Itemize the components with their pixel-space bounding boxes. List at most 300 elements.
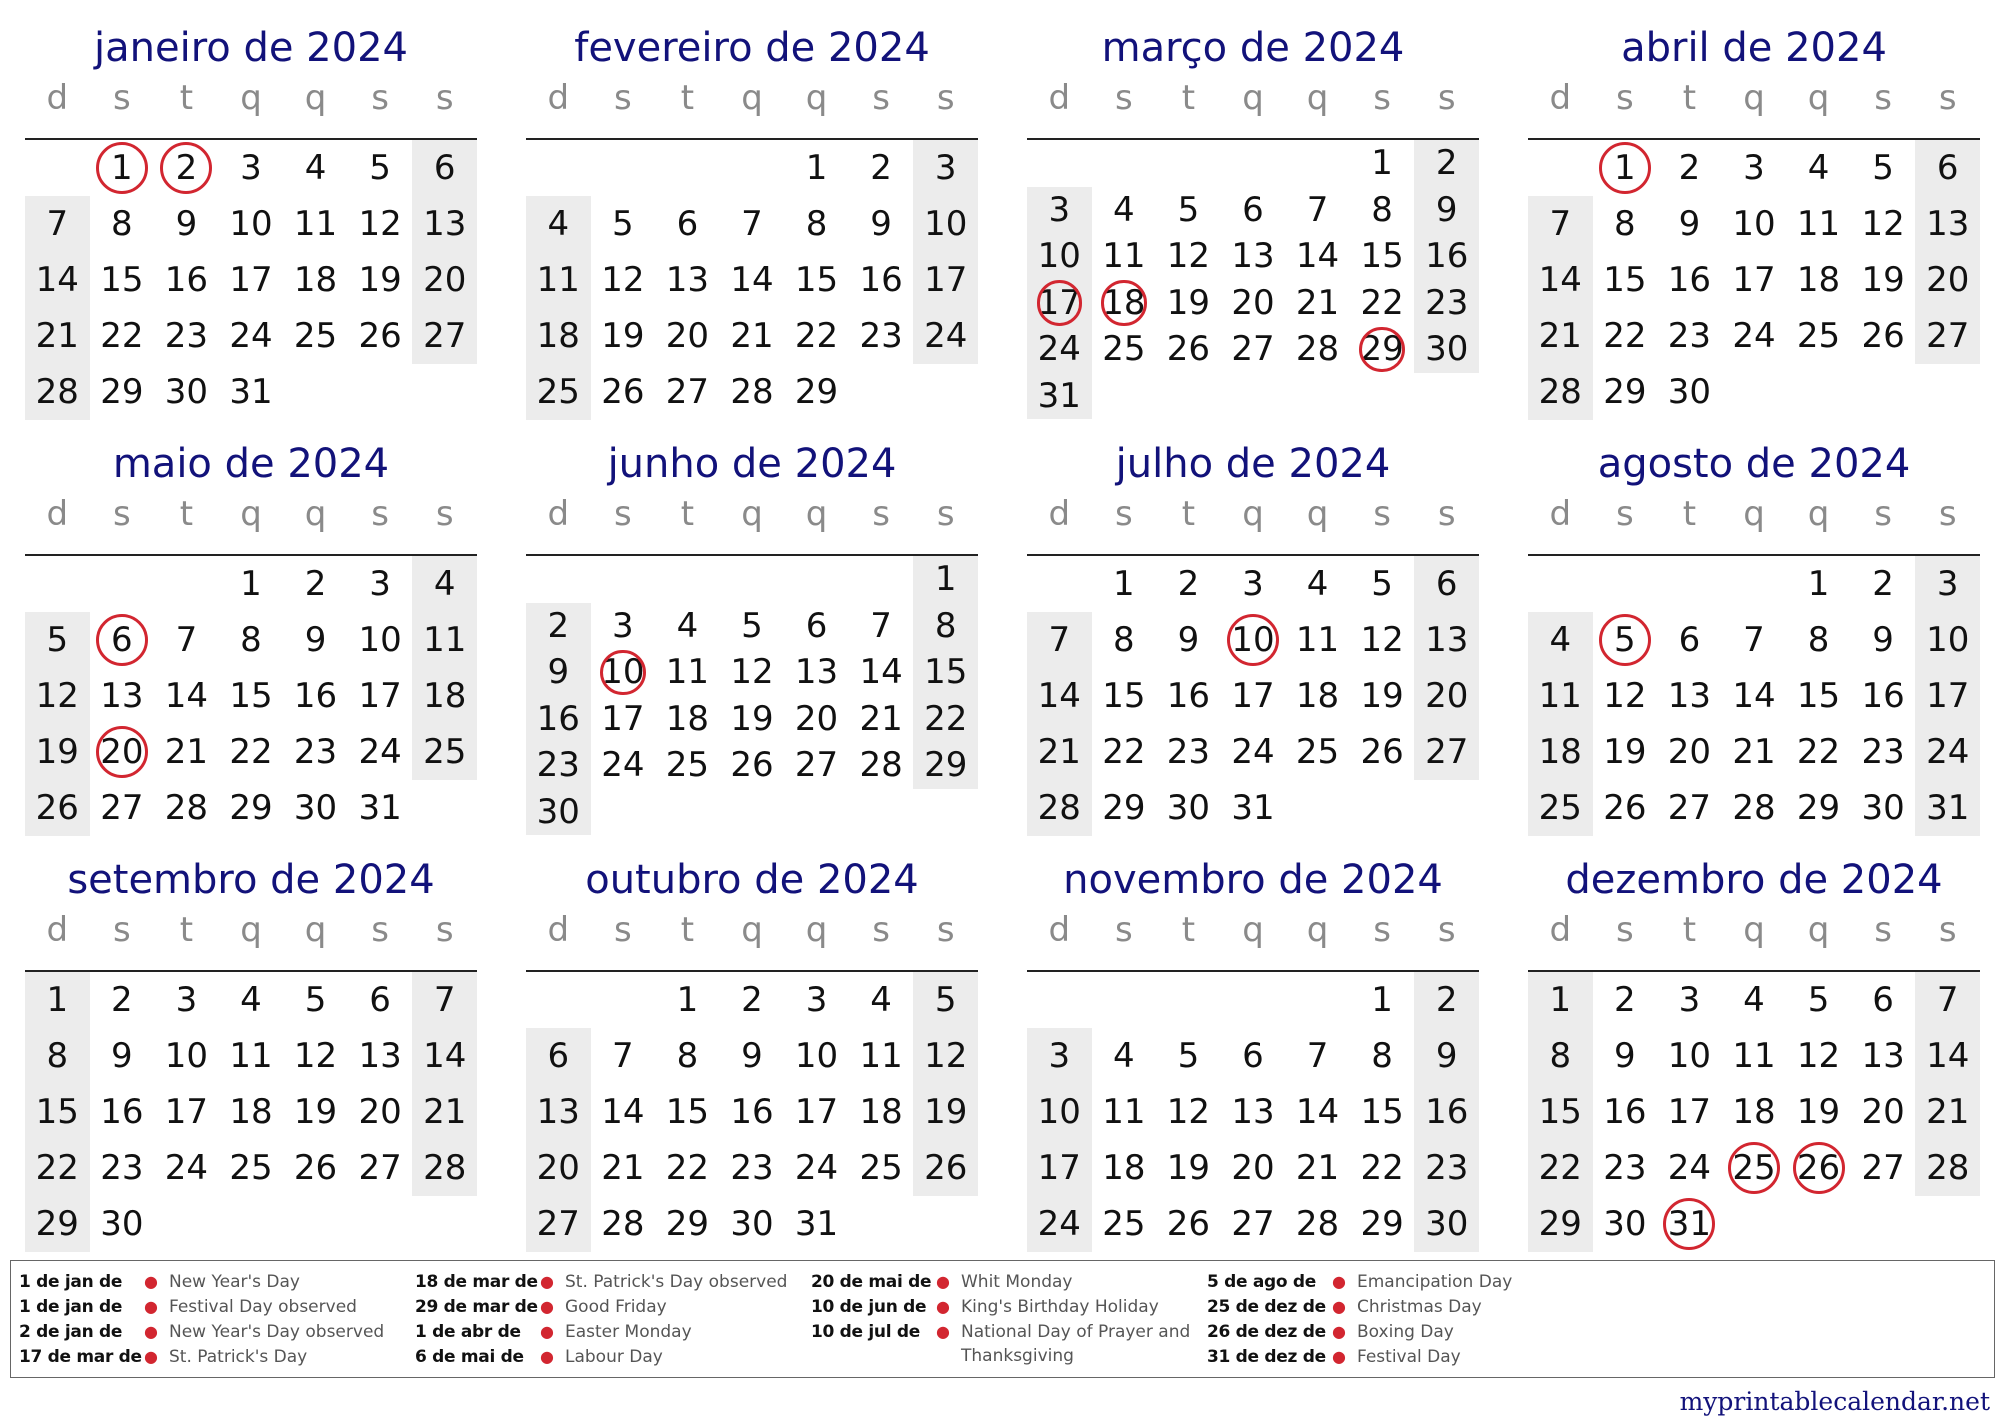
day-cell[interactable]: 2 (1614, 980, 1636, 1020)
day-cell[interactable]: 18 (229, 1092, 273, 1132)
day-cell[interactable]: 28 (1732, 788, 1776, 828)
day-cell[interactable]: 16 (859, 260, 903, 300)
day-cell[interactable]: 20 (1231, 1148, 1275, 1188)
day-cell[interactable]: 25 (1796, 316, 1841, 356)
day-cell[interactable]: 13 (1425, 620, 1469, 660)
day-cell[interactable]: 1 (1807, 564, 1830, 604)
day-cell[interactable]: 26 (601, 372, 645, 412)
day-cell[interactable]: 10 (601, 652, 645, 692)
day-cell[interactable]: 9 (111, 1036, 133, 1076)
day-cell[interactable]: 3 (1242, 564, 1264, 604)
day-cell[interactable]: 27 (1231, 1204, 1275, 1244)
day-cell[interactable]: 1 (1549, 980, 1572, 1020)
day-cell[interactable]: 19 (730, 698, 774, 739)
day-cell[interactable]: 3 (1048, 189, 1071, 230)
day-cell[interactable]: 7 (1306, 1036, 1329, 1076)
day-cell[interactable]: 22 (665, 1148, 710, 1188)
day-cell[interactable]: 6 (805, 605, 828, 646)
day-cell[interactable]: 8 (1807, 620, 1830, 660)
day-cell[interactable]: 23 (164, 316, 209, 356)
day-cell[interactable]: 22 (1603, 316, 1647, 356)
day-cell[interactable]: 26 (924, 1148, 968, 1188)
day-cell[interactable]: 10 (1037, 236, 1081, 276)
day-cell[interactable]: 10 (164, 1036, 209, 1076)
day-cell[interactable]: 22 (100, 316, 144, 356)
day-cell[interactable]: 3 (1048, 1036, 1071, 1076)
day-cell[interactable]: 2 (1177, 564, 1200, 604)
day-cell[interactable]: 17 (1037, 282, 1081, 323)
day-cell[interactable]: 9 (175, 204, 198, 244)
day-cell[interactable]: 28 (164, 788, 209, 828)
day-cell[interactable]: 7 (433, 980, 456, 1020)
day-cell[interactable]: 1 (111, 148, 133, 188)
day-cell[interactable]: 29 (794, 372, 839, 412)
day-cell[interactable]: 16 (1166, 676, 1211, 716)
day-cell[interactable]: 12 (730, 652, 774, 692)
day-cell[interactable]: 25 (1295, 732, 1340, 772)
day-cell[interactable]: 15 (1603, 260, 1647, 300)
day-cell[interactable]: 5 (46, 620, 69, 660)
day-cell[interactable]: 17 (358, 676, 402, 716)
day-cell[interactable]: 6 (111, 620, 133, 660)
day-cell[interactable]: 12 (1166, 236, 1211, 276)
day-cell[interactable]: 23 (293, 732, 338, 772)
day-cell[interactable]: 7 (1743, 620, 1765, 660)
day-cell[interactable]: 6 (547, 1036, 570, 1076)
day-cell[interactable]: 3 (1743, 148, 1765, 188)
day-cell[interactable]: 17 (924, 260, 968, 300)
day-cell[interactable]: 6 (369, 980, 391, 1020)
day-cell[interactable]: 4 (1113, 189, 1135, 230)
day-cell[interactable]: 3 (805, 980, 828, 1020)
day-cell[interactable]: 9 (1678, 204, 1701, 244)
day-cell[interactable]: 2 (1872, 564, 1894, 604)
day-cell[interactable]: 19 (924, 1092, 968, 1132)
day-cell[interactable]: 21 (1037, 732, 1081, 772)
day-cell[interactable]: 16 (536, 698, 580, 739)
day-cell[interactable]: 18 (1538, 732, 1582, 772)
day-cell[interactable]: 8 (805, 204, 828, 244)
day-cell[interactable]: 5 (1872, 148, 1894, 188)
day-cell[interactable]: 1 (934, 559, 957, 599)
day-cell[interactable]: 27 (665, 372, 710, 412)
day-cell[interactable]: 20 (423, 260, 467, 300)
day-cell[interactable]: 18 (1102, 1148, 1146, 1188)
day-cell[interactable]: 17 (1231, 676, 1275, 716)
day-cell[interactable]: 26 (35, 788, 79, 828)
day-cell[interactable]: 16 (1667, 260, 1712, 300)
day-cell[interactable]: 13 (1231, 1092, 1275, 1132)
day-cell[interactable]: 30 (1425, 1204, 1469, 1244)
day-cell[interactable]: 14 (1295, 236, 1340, 276)
day-cell[interactable]: 10 (1732, 204, 1776, 244)
day-cell[interactable]: 25 (229, 1148, 273, 1188)
day-cell[interactable]: 20 (794, 698, 839, 739)
day-cell[interactable]: 17 (794, 1092, 839, 1132)
day-cell[interactable]: 19 (35, 732, 79, 772)
day-cell[interactable]: 15 (35, 1092, 79, 1132)
day-cell[interactable]: 9 (304, 620, 327, 660)
day-cell[interactable]: 22 (1796, 732, 1841, 772)
day-cell[interactable]: 16 (100, 1092, 144, 1132)
day-cell[interactable]: 13 (1861, 1036, 1905, 1076)
day-cell[interactable]: 3 (369, 564, 391, 604)
day-cell[interactable]: 13 (1667, 676, 1712, 716)
day-cell[interactable]: 31 (1231, 788, 1275, 828)
day-cell[interactable]: 1 (1371, 143, 1393, 183)
day-cell[interactable]: 8 (240, 620, 262, 660)
day-cell[interactable]: 19 (1603, 732, 1647, 772)
day-cell[interactable]: 16 (164, 260, 209, 300)
day-cell[interactable]: 8 (1549, 1036, 1572, 1076)
day-cell[interactable]: 15 (1102, 676, 1146, 716)
day-cell[interactable]: 12 (1360, 620, 1404, 660)
day-cell[interactable]: 29 (1538, 1204, 1582, 1244)
day-cell[interactable]: 29 (1360, 1204, 1404, 1244)
day-cell[interactable]: 7 (1306, 189, 1329, 230)
day-cell[interactable]: 5 (1177, 1036, 1200, 1076)
day-cell[interactable]: 29 (665, 1204, 710, 1244)
day-cell[interactable]: 26 (1360, 732, 1404, 772)
day-cell[interactable]: 20 (358, 1092, 402, 1132)
day-cell[interactable]: 15 (1796, 676, 1841, 716)
day-cell[interactable]: 14 (859, 652, 903, 692)
day-cell[interactable]: 3 (934, 148, 957, 188)
day-cell[interactable]: 22 (794, 316, 839, 356)
day-cell[interactable]: 14 (1732, 676, 1776, 716)
day-cell[interactable]: 9 (1435, 189, 1458, 230)
day-cell[interactable]: 11 (1732, 1036, 1776, 1076)
day-cell[interactable]: 5 (1371, 564, 1393, 604)
day-cell[interactable]: 31 (1667, 1204, 1712, 1244)
day-cell[interactable]: 2 (1678, 148, 1701, 188)
day-cell[interactable]: 28 (35, 372, 79, 412)
day-cell[interactable]: 6 (1678, 620, 1701, 660)
day-cell[interactable]: 25 (1102, 329, 1146, 369)
day-cell[interactable]: 13 (665, 260, 710, 300)
day-cell[interactable]: 18 (1732, 1092, 1776, 1132)
day-cell[interactable]: 29 (229, 788, 273, 828)
day-cell[interactable]: 12 (1603, 676, 1647, 716)
day-cell[interactable]: 18 (293, 260, 338, 300)
day-cell[interactable]: 28 (1037, 788, 1081, 828)
day-cell[interactable]: 26 (1861, 316, 1905, 356)
day-cell[interactable]: 27 (536, 1204, 580, 1244)
day-cell[interactable]: 10 (1667, 1036, 1712, 1076)
day-cell[interactable]: 17 (1926, 676, 1970, 716)
day-cell[interactable]: 21 (730, 316, 774, 356)
day-cell[interactable]: 19 (1166, 282, 1211, 323)
day-cell[interactable]: 16 (730, 1092, 774, 1132)
day-cell[interactable]: 16 (1425, 1092, 1469, 1132)
day-cell[interactable]: 29 (100, 372, 144, 412)
day-cell[interactable]: 12 (35, 676, 79, 716)
day-cell[interactable]: 7 (46, 204, 69, 244)
day-cell[interactable]: 18 (665, 698, 710, 739)
day-cell[interactable]: 21 (1732, 732, 1776, 772)
day-cell[interactable]: 23 (1166, 732, 1211, 772)
day-cell[interactable]: 8 (1614, 204, 1636, 244)
day-cell[interactable]: 1 (676, 980, 699, 1020)
day-cell[interactable]: 22 (924, 698, 968, 739)
day-cell[interactable]: 7 (1048, 620, 1071, 660)
day-cell[interactable]: 14 (1538, 260, 1582, 300)
day-cell[interactable]: 10 (1231, 620, 1275, 660)
day-cell[interactable]: 19 (358, 260, 402, 300)
day-cell[interactable]: 19 (293, 1092, 338, 1132)
day-cell[interactable]: 25 (293, 316, 338, 356)
day-cell[interactable]: 11 (1102, 1092, 1146, 1132)
day-cell[interactable]: 8 (676, 1036, 699, 1076)
day-cell[interactable]: 14 (1926, 1036, 1970, 1076)
day-cell[interactable]: 10 (1926, 620, 1970, 660)
day-cell[interactable]: 29 (1603, 372, 1647, 412)
day-cell[interactable]: 24 (358, 732, 402, 772)
day-cell[interactable]: 15 (1360, 1092, 1404, 1132)
day-cell[interactable]: 11 (859, 1036, 903, 1076)
day-cell[interactable]: 24 (229, 316, 273, 356)
day-cell[interactable]: 9 (870, 204, 892, 244)
day-cell[interactable]: 16 (1603, 1092, 1647, 1132)
day-cell[interactable]: 7 (1936, 980, 1959, 1020)
day-cell[interactable]: 27 (423, 316, 467, 356)
day-cell[interactable]: 1 (46, 980, 69, 1020)
day-cell[interactable]: 4 (1807, 148, 1830, 188)
day-cell[interactable]: 4 (870, 980, 892, 1020)
day-cell[interactable]: 14 (164, 676, 209, 716)
day-cell[interactable]: 14 (1037, 676, 1081, 716)
day-cell[interactable]: 14 (423, 1036, 467, 1076)
day-cell[interactable]: 5 (369, 148, 391, 188)
day-cell[interactable]: 6 (1936, 148, 1959, 188)
day-cell[interactable]: 15 (229, 676, 273, 716)
day-cell[interactable]: 7 (175, 620, 198, 660)
day-cell[interactable]: 28 (1295, 1204, 1340, 1244)
day-cell[interactable]: 23 (859, 316, 903, 356)
day-cell[interactable]: 13 (423, 204, 467, 244)
day-cell[interactable]: 28 (1538, 372, 1582, 412)
day-cell[interactable]: 12 (601, 260, 645, 300)
day-cell[interactable]: 6 (1435, 564, 1458, 604)
day-cell[interactable]: 18 (1796, 260, 1841, 300)
day-cell[interactable]: 2 (547, 605, 570, 646)
day-cell[interactable]: 9 (1872, 620, 1894, 660)
day-cell[interactable]: 17 (1037, 1148, 1081, 1188)
day-cell[interactable]: 1 (1371, 980, 1393, 1020)
day-cell[interactable]: 26 (1603, 788, 1647, 828)
day-cell[interactable]: 20 (536, 1148, 580, 1188)
day-cell[interactable]: 6 (1242, 189, 1264, 230)
day-cell[interactable]: 31 (1926, 788, 1970, 828)
day-cell[interactable]: 2 (175, 148, 198, 188)
day-cell[interactable]: 21 (35, 316, 79, 356)
day-cell[interactable]: 26 (730, 745, 774, 785)
day-cell[interactable]: 13 (794, 652, 839, 692)
day-cell[interactable]: 6 (1872, 980, 1894, 1020)
day-cell[interactable]: 4 (1306, 564, 1329, 604)
day-cell[interactable]: 27 (100, 788, 144, 828)
day-cell[interactable]: 23 (1425, 1148, 1469, 1188)
day-cell[interactable]: 29 (924, 745, 968, 785)
day-cell[interactable]: 27 (1231, 329, 1275, 369)
day-cell[interactable]: 21 (601, 1148, 645, 1188)
day-cell[interactable]: 3 (240, 148, 262, 188)
day-cell[interactable]: 30 (1603, 1204, 1647, 1244)
day-cell[interactable]: 23 (1667, 316, 1712, 356)
day-cell[interactable]: 21 (423, 1092, 467, 1132)
day-cell[interactable]: 29 (1102, 788, 1146, 828)
day-cell[interactable]: 24 (1667, 1148, 1712, 1188)
day-cell[interactable]: 2 (1435, 980, 1458, 1020)
day-cell[interactable]: 24 (1926, 732, 1970, 772)
day-cell[interactable]: 24 (924, 316, 968, 356)
day-cell[interactable]: 25 (665, 745, 710, 785)
day-cell[interactable]: 13 (358, 1036, 402, 1076)
day-cell[interactable]: 10 (358, 620, 402, 660)
day-cell[interactable]: 2 (870, 148, 892, 188)
day-cell[interactable]: 22 (1360, 1148, 1404, 1188)
day-cell[interactable]: 2 (1435, 143, 1458, 183)
day-cell[interactable]: 25 (536, 372, 580, 412)
day-cell[interactable]: 21 (164, 732, 209, 772)
day-cell[interactable]: 5 (1614, 620, 1636, 660)
day-cell[interactable]: 14 (730, 260, 774, 300)
day-cell[interactable]: 30 (1166, 788, 1211, 828)
day-cell[interactable]: 18 (536, 316, 580, 356)
day-cell[interactable]: 11 (1796, 204, 1841, 244)
day-cell[interactable]: 24 (164, 1148, 209, 1188)
day-cell[interactable]: 28 (423, 1148, 467, 1188)
day-cell[interactable]: 16 (293, 676, 338, 716)
day-cell[interactable]: 30 (1425, 329, 1469, 369)
day-cell[interactable]: 10 (794, 1036, 839, 1076)
day-cell[interactable]: 15 (1538, 1092, 1582, 1132)
day-cell[interactable]: 8 (934, 605, 957, 646)
day-cell[interactable]: 30 (100, 1204, 144, 1244)
day-cell[interactable]: 14 (601, 1092, 645, 1132)
day-cell[interactable]: 27 (358, 1148, 402, 1188)
day-cell[interactable]: 4 (304, 148, 327, 188)
day-cell[interactable]: 22 (1102, 732, 1146, 772)
day-cell[interactable]: 29 (1796, 788, 1841, 828)
day-cell[interactable]: 3 (612, 605, 634, 646)
day-cell[interactable]: 15 (924, 652, 968, 692)
day-cell[interactable]: 21 (859, 698, 903, 739)
day-cell[interactable]: 7 (870, 605, 892, 646)
day-cell[interactable]: 27 (1926, 316, 1970, 356)
day-cell[interactable]: 28 (1295, 329, 1340, 369)
day-cell[interactable]: 26 (358, 316, 402, 356)
day-cell[interactable]: 12 (293, 1036, 338, 1076)
day-cell[interactable]: 19 (1796, 1092, 1841, 1132)
day-cell[interactable]: 30 (293, 788, 338, 828)
day-cell[interactable]: 26 (1166, 329, 1211, 369)
day-cell[interactable]: 20 (1861, 1092, 1905, 1132)
day-cell[interactable]: 30 (1861, 788, 1905, 828)
day-cell[interactable]: 18 (1295, 676, 1340, 716)
day-cell[interactable]: 24 (1037, 1204, 1081, 1244)
day-cell[interactable]: 15 (665, 1092, 710, 1132)
day-cell[interactable]: 22 (35, 1148, 79, 1188)
day-cell[interactable]: 17 (164, 1092, 209, 1132)
day-cell[interactable]: 15 (100, 260, 144, 300)
day-cell[interactable]: 27 (1425, 732, 1469, 772)
day-cell[interactable]: 12 (1166, 1092, 1211, 1132)
day-cell[interactable]: 12 (1796, 1036, 1841, 1076)
day-cell[interactable]: 21 (1295, 1148, 1340, 1188)
day-cell[interactable]: 18 (859, 1092, 903, 1132)
day-cell[interactable]: 5 (934, 980, 957, 1020)
day-cell[interactable]: 8 (46, 1036, 69, 1076)
day-cell[interactable]: 25 (1538, 788, 1582, 828)
day-cell[interactable]: 5 (741, 605, 763, 646)
day-cell[interactable]: 20 (1926, 260, 1970, 300)
day-cell[interactable]: 6 (433, 148, 456, 188)
day-cell[interactable]: 10 (924, 204, 968, 244)
day-cell[interactable]: 16 (1425, 236, 1469, 276)
day-cell[interactable]: 20 (1667, 732, 1712, 772)
day-cell[interactable]: 11 (229, 1036, 273, 1076)
day-cell[interactable]: 7 (1549, 204, 1572, 244)
day-cell[interactable]: 30 (536, 791, 580, 832)
day-cell[interactable]: 23 (100, 1148, 144, 1188)
day-cell[interactable]: 16 (1861, 676, 1905, 716)
day-cell[interactable]: 31 (358, 788, 402, 828)
day-cell[interactable]: 5 (612, 204, 634, 244)
day-cell[interactable]: 19 (601, 316, 645, 356)
day-cell[interactable]: 11 (536, 260, 580, 300)
day-cell[interactable]: 9 (1614, 1036, 1636, 1076)
day-cell[interactable]: 6 (1242, 1036, 1264, 1076)
day-cell[interactable]: 18 (1102, 282, 1146, 323)
day-cell[interactable]: 14 (35, 260, 79, 300)
day-cell[interactable]: 26 (293, 1148, 338, 1188)
day-cell[interactable]: 13 (1231, 236, 1275, 276)
day-cell[interactable]: 9 (1177, 620, 1200, 660)
day-cell[interactable]: 13 (100, 676, 144, 716)
day-cell[interactable]: 6 (676, 204, 699, 244)
day-cell[interactable]: 4 (433, 564, 456, 604)
day-cell[interactable]: 5 (304, 980, 327, 1020)
day-cell[interactable]: 15 (1360, 236, 1404, 276)
day-cell[interactable]: 30 (730, 1204, 774, 1244)
day-cell[interactable]: 29 (35, 1204, 79, 1244)
day-cell[interactable]: 11 (293, 204, 338, 244)
day-cell[interactable]: 27 (1861, 1148, 1905, 1188)
day-cell[interactable]: 22 (1538, 1148, 1582, 1188)
day-cell[interactable]: 9 (547, 652, 570, 692)
day-cell[interactable]: 10 (229, 204, 273, 244)
day-cell[interactable]: 1 (805, 148, 828, 188)
day-cell[interactable]: 22 (1360, 282, 1404, 323)
day-cell[interactable]: 23 (1603, 1148, 1647, 1188)
day-cell[interactable]: 12 (358, 204, 402, 244)
day-cell[interactable]: 11 (1102, 236, 1146, 276)
day-cell[interactable]: 19 (1166, 1148, 1211, 1188)
day-cell[interactable]: 3 (1678, 980, 1701, 1020)
day-cell[interactable]: 26 (1796, 1148, 1841, 1188)
day-cell[interactable]: 28 (1926, 1148, 1970, 1188)
day-cell[interactable]: 8 (1113, 620, 1135, 660)
day-cell[interactable]: 7 (612, 1036, 634, 1076)
day-cell[interactable]: 24 (794, 1148, 839, 1188)
day-cell[interactable]: 8 (111, 204, 133, 244)
day-cell[interactable]: 17 (601, 698, 645, 739)
day-cell[interactable]: 28 (730, 372, 774, 412)
day-cell[interactable]: 20 (1231, 282, 1275, 323)
day-cell[interactable]: 31 (1037, 375, 1081, 416)
day-cell[interactable]: 17 (229, 260, 273, 300)
